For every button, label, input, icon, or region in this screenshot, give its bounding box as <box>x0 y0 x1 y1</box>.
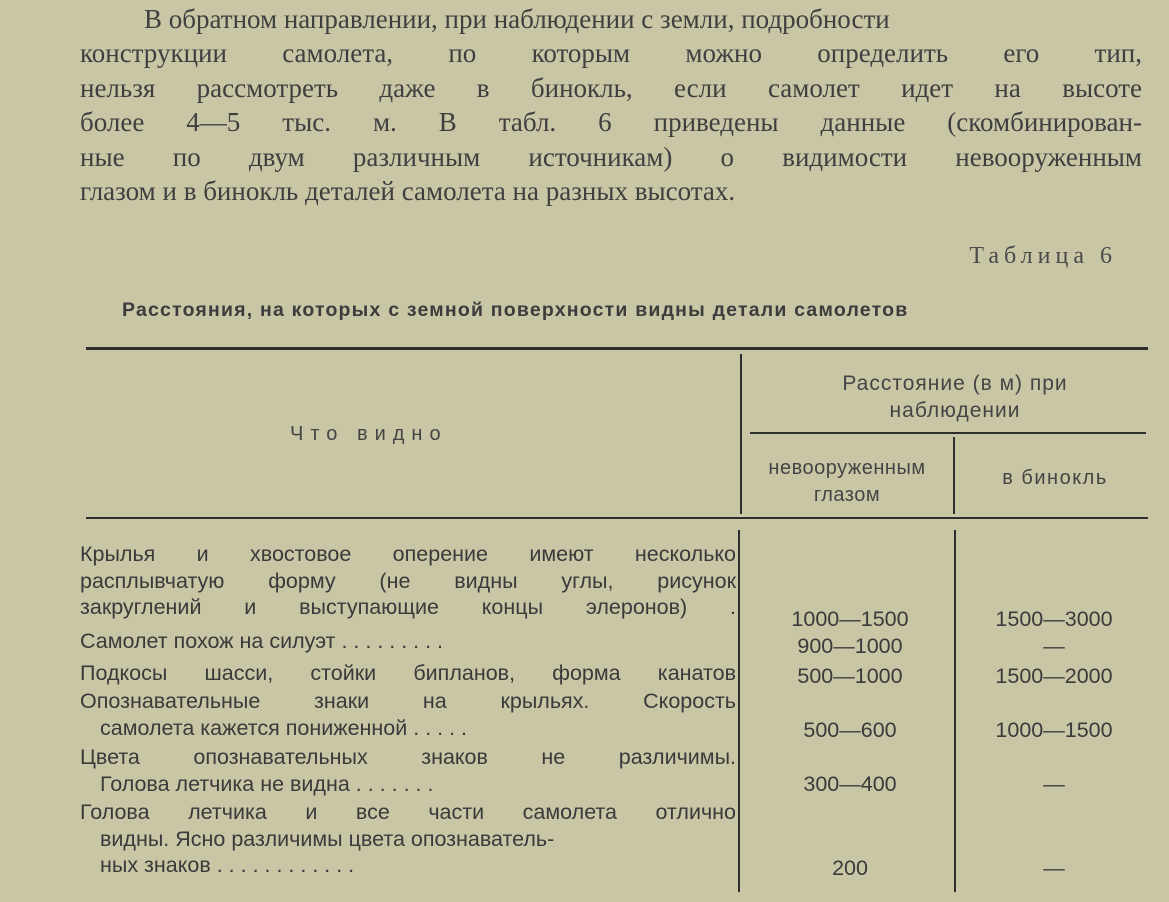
table-row-label <box>80 688 736 741</box>
body-subcolumn-divider <box>954 530 956 892</box>
header-naked-eye <box>738 455 956 509</box>
row-label-line: видны. Ясно различимы цвета опознаватель- <box>100 826 555 851</box>
body-paragraph <box>80 2 1142 208</box>
paragraph-line: ные по двум различным источникам) о видимости невооруженным <box>80 141 1142 172</box>
header-what-visible: Что видно <box>290 423 448 445</box>
row-naked-value: 500—600 <box>803 718 897 742</box>
row-binocular-value: 1500—3000 <box>995 607 1113 631</box>
row-label-line: Подкосы шасси, стойки бипланов, форма канатов <box>80 661 736 685</box>
header-naked-line: невооруженным <box>768 457 926 479</box>
header-sub-rule <box>750 432 1146 434</box>
row-label-line: ных знаков . . . . . . . . . . . . <box>100 853 355 877</box>
row-naked-value: 300—400 <box>803 772 897 796</box>
row-binocular-value: 1000—1500 <box>995 718 1113 742</box>
row-naked-value: 1000—1500 <box>791 607 909 631</box>
row-naked-value: 500—1000 <box>797 664 903 688</box>
row-naked-value: 200 <box>832 856 868 880</box>
header-naked-line: глазом <box>813 484 881 506</box>
body-column-divider <box>738 530 740 892</box>
row-label-line: Самолет похож на силуэт . . . . . . . . . <box>80 629 444 653</box>
row-binocular-value: — <box>1043 772 1065 796</box>
row-binocular-value: — <box>1043 634 1065 658</box>
table-row-label <box>80 744 736 797</box>
header-distance <box>760 370 1150 424</box>
row-label-line: Опознавательные знаки на крыльях. Скорость <box>80 689 736 713</box>
row-label-line: закруглений и выступающие концы элеронов) . <box>80 595 736 619</box>
table-number: Таблица 6 <box>969 243 1117 269</box>
row-label-line: Крылья и хвостовое оперение имеют несколько <box>80 542 736 566</box>
header-binocular: в бинокль <box>1002 467 1108 489</box>
paragraph-line: нельзя рассмотреть даже в бинокль, если самолет идет на высоте <box>80 72 1142 103</box>
paragraph-line: В обратном направлении, при наблюдении с земли, подробности <box>144 4 890 34</box>
paragraph-line: более 4—5 тыс. м. В табл. 6 приведены данные (скомбинирован- <box>80 107 1142 138</box>
table-row-label <box>80 799 736 879</box>
table-top-rule <box>86 347 1148 350</box>
table-title: Расстояния, на которых с земной поверхности видны детали самолетов <box>122 299 909 321</box>
header-distance-line: Расстояние (в м) при <box>842 372 1068 395</box>
header-bottom-rule <box>86 517 1148 519</box>
table-row-label <box>80 541 736 621</box>
row-label-line: Цвета опознавательных знаков не различимы. <box>80 745 736 769</box>
row-label-line: Голова летчика не видна . . . . . . . <box>100 771 434 796</box>
row-label-line: расплывчатую форму (не видны углы, рисунок <box>80 568 736 593</box>
row-naked-value: 900—1000 <box>797 634 903 658</box>
row-binocular-value: — <box>1043 856 1065 880</box>
row-binocular-value: 1500—2000 <box>995 664 1113 688</box>
row-label-line: самолета кажется пониженной . . . . . <box>100 715 468 740</box>
table-row-label <box>80 628 736 655</box>
paragraph-line: глазом и в бинокль деталей самолета на разных высотах. <box>80 176 736 207</box>
paragraph-line: конструкции самолета, по которым можно определить его тип, <box>80 38 1142 69</box>
table-row-label <box>80 660 736 687</box>
row-label-line: Голова летчика и все части самолета отлично <box>80 800 736 824</box>
header-distance-line: наблюдении <box>889 399 1021 422</box>
